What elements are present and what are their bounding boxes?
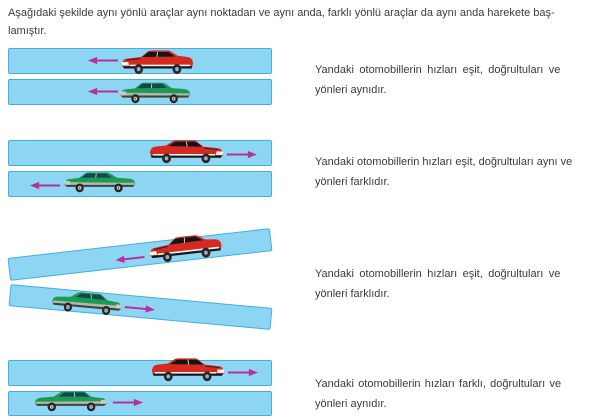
red-car-icon	[151, 354, 225, 382]
red-car-icon	[147, 228, 224, 265]
motion-arrow-left-icon	[30, 181, 61, 190]
green-car-icon	[119, 77, 192, 105]
description-line-1: Yandaki otomobillerin hızları eşit, doğrultuları ve	[315, 268, 561, 280]
motion-arrow-right-icon	[226, 150, 257, 159]
description-text	[315, 375, 594, 414]
intro-text	[8, 4, 598, 40]
description-line-1: Yandaki otomobillerin hızları eşit, doğrultuları ve	[315, 64, 561, 76]
description-text	[315, 61, 594, 100]
red-car-icon	[121, 46, 194, 75]
intro-line-1: Aşağıdaki şekilde aynı yönlü araçlar aynı noktadan ve aynı anda, farklı yönlü araçlar da aynı anda harekete baş-	[8, 7, 555, 19]
road-strip-inclined	[8, 228, 273, 281]
intro-line-2: lamıştır.	[8, 25, 47, 37]
road-strip-inclined	[9, 284, 273, 330]
description-line-2: yönleri aynıdır.	[315, 397, 387, 410]
red-car-icon	[149, 136, 224, 164]
motion-arrow-left-icon	[88, 87, 119, 96]
green-car-icon	[49, 284, 124, 319]
motion-arrow-right-icon	[124, 303, 156, 315]
motion-arrow-right-icon	[112, 398, 143, 407]
description-text	[315, 153, 594, 192]
description-line-1: Yandaki otomobillerin hızları farklı, doğrultuları ve	[315, 378, 562, 390]
description-line-2: yönleri farklıdır.	[315, 287, 390, 300]
green-car-icon	[63, 167, 137, 194]
motion-arrow-left-icon	[88, 56, 119, 65]
description-line-2: yönleri aynıdır.	[315, 83, 387, 96]
motion-arrow-left-icon	[115, 252, 146, 264]
description-text	[315, 265, 594, 304]
motion-arrow-right-icon	[227, 368, 258, 377]
description-line-2: yönleri farklıdır.	[315, 175, 390, 188]
green-car-icon	[33, 386, 108, 413]
description-line-1: Yandaki otomobillerin hızları eşit, doğrultuları aynı ve	[315, 156, 573, 168]
